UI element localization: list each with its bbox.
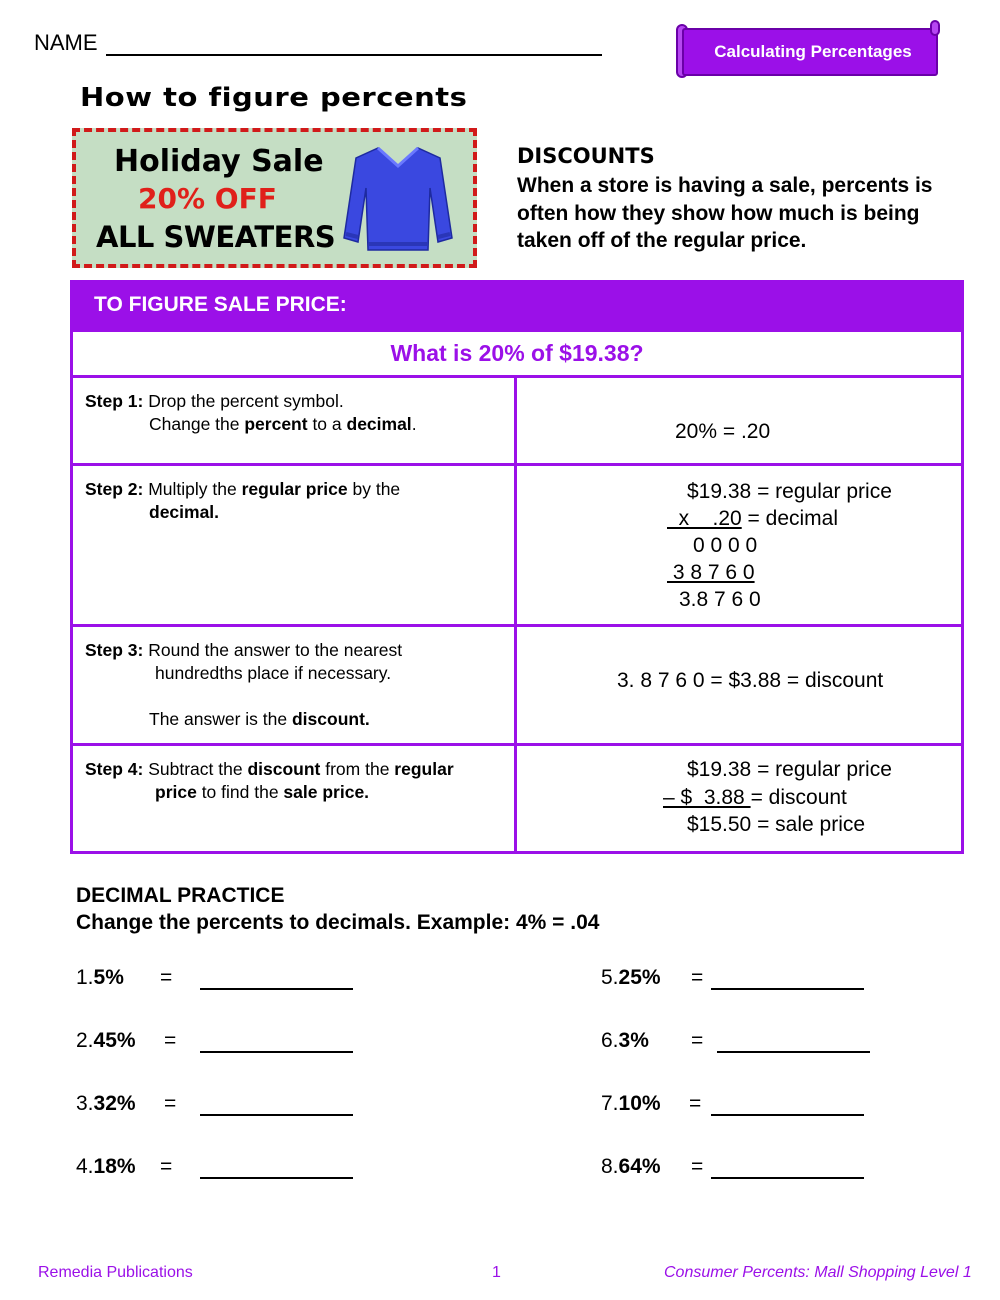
problem-number: 7. bbox=[601, 1092, 619, 1115]
name-blank-line[interactable] bbox=[106, 34, 602, 56]
footer-page-number: 1 bbox=[492, 1264, 501, 1281]
banner-text: Calculating Percentages bbox=[714, 42, 912, 61]
step-1-text: Drop the percent symbol. bbox=[143, 391, 344, 411]
topic-banner bbox=[676, 20, 940, 78]
step-4-label: Step 4: bbox=[85, 759, 144, 779]
step-4-calc-regular-price: $19.38 = regular price bbox=[687, 758, 892, 781]
problem-equals-sign: = bbox=[691, 1029, 704, 1052]
discounts-heading: DISCOUNTS bbox=[517, 144, 655, 168]
problem-number: 3. bbox=[76, 1092, 94, 1115]
step-4-text-a1: Subtract the bbox=[143, 759, 248, 779]
step-2-instructions bbox=[73, 466, 517, 624]
step-2-calc-multiplier bbox=[667, 505, 838, 533]
footer-publisher: Remedia Publications bbox=[38, 1264, 193, 1281]
sweater-icon bbox=[338, 138, 458, 258]
step-3-bold-discount: discount. bbox=[291, 709, 370, 729]
step-2-calc-partial-1: 0 0 0 0 bbox=[693, 534, 758, 557]
problem-number: 6. bbox=[601, 1029, 619, 1052]
ad-line-sweaters: ALL SWEATERS bbox=[96, 220, 336, 254]
step-4-bold-sale-price: sale price. bbox=[283, 782, 370, 802]
step-4-bold-regular: regular bbox=[394, 759, 454, 779]
problem-equals-sign: = bbox=[160, 966, 173, 989]
problem-percent: 45% bbox=[93, 1029, 136, 1052]
problem-percent: 64% bbox=[618, 1155, 661, 1178]
answer-blank[interactable] bbox=[200, 1159, 353, 1179]
step-1-bold-percent: percent bbox=[244, 414, 308, 434]
step-4-row bbox=[70, 746, 964, 854]
step-4-calc-discount-label: = discount bbox=[750, 786, 847, 809]
step-2-calc-multiplier-value: x .20 bbox=[667, 507, 742, 530]
step-1-bold-decimal: decimal bbox=[346, 414, 412, 434]
step-1-label: Step 1: bbox=[85, 391, 144, 411]
footer-book-title: Consumer Percents: Mall Shopping Level 1 bbox=[664, 1264, 972, 1281]
answer-blank[interactable] bbox=[717, 1033, 870, 1053]
step-3-label: Step 3: bbox=[85, 640, 144, 660]
answer-blank[interactable] bbox=[711, 1096, 864, 1116]
step-4-text-a3: from the bbox=[320, 759, 395, 779]
step-2-bold-decimal: decimal. bbox=[149, 502, 220, 522]
problem-number: 4. bbox=[76, 1155, 94, 1178]
problem-number: 1. bbox=[76, 966, 94, 989]
step-1-calc: 20% = .20 bbox=[675, 420, 771, 443]
step-3-calc: 3. 8 7 6 0 = $3.88 = discount bbox=[617, 669, 884, 692]
practice-problem-4 bbox=[76, 1155, 173, 1179]
problem-equals-sign: = bbox=[691, 966, 704, 989]
step-4-work bbox=[517, 746, 964, 851]
step-3-instructions bbox=[73, 627, 517, 743]
ad-line-discount: 20% OFF bbox=[138, 182, 277, 215]
answer-blank[interactable] bbox=[711, 970, 864, 990]
sale-table-header: TO FIGURE SALE PRICE: bbox=[70, 280, 964, 332]
answer-blank[interactable] bbox=[200, 1096, 353, 1116]
practice-problem-2 bbox=[76, 1029, 177, 1053]
answer-blank[interactable] bbox=[711, 1159, 864, 1179]
step-2-label: Step 2: bbox=[85, 479, 144, 499]
problem-number: 8. bbox=[601, 1155, 619, 1178]
answer-blank[interactable] bbox=[200, 1033, 353, 1053]
step-3-work bbox=[517, 627, 964, 743]
practice-problem-1 bbox=[76, 966, 173, 990]
step-3-text-a: Round the answer to the nearest bbox=[143, 640, 403, 660]
step-3-text-c: The answer is the bbox=[149, 709, 292, 729]
problem-number: 2. bbox=[76, 1029, 94, 1052]
practice-heading: DECIMAL PRACTICE bbox=[76, 884, 285, 907]
problem-percent: 25% bbox=[618, 966, 661, 989]
practice-problem-7 bbox=[601, 1092, 702, 1116]
step-3-row bbox=[70, 627, 964, 746]
step-4-bold-price: price bbox=[155, 782, 197, 802]
problem-equals-sign: = bbox=[691, 1155, 704, 1178]
step-1-row bbox=[70, 378, 964, 466]
step-4-instructions bbox=[73, 746, 517, 851]
problem-percent: 5% bbox=[93, 966, 124, 989]
ad-line-holiday-sale: Holiday Sale bbox=[114, 144, 324, 179]
step-4-text-b2: to find the bbox=[196, 782, 284, 802]
problem-percent: 10% bbox=[618, 1092, 661, 1115]
step-1-text-b: Change the bbox=[149, 414, 245, 434]
step-2-calc-regular-price: $19.38 = regular price bbox=[687, 480, 892, 503]
practice-problem-5 bbox=[601, 966, 704, 990]
problem-equals-sign: = bbox=[689, 1092, 702, 1115]
practice-problem-8 bbox=[601, 1155, 704, 1179]
problem-percent: 3% bbox=[618, 1029, 649, 1052]
step-2-calc-product: 3.8 7 6 0 bbox=[679, 588, 761, 611]
answer-blank[interactable] bbox=[200, 970, 353, 990]
step-1-instructions bbox=[73, 378, 517, 463]
step-1-work bbox=[517, 378, 964, 463]
step-1-period: . bbox=[411, 414, 417, 434]
problem-equals-sign: = bbox=[160, 1155, 173, 1178]
step-3-text-b: hundredths place if necessary. bbox=[155, 663, 392, 683]
practice-problem-6 bbox=[601, 1029, 704, 1053]
holiday-sale-ad bbox=[72, 128, 477, 268]
practice-instruction: Change the percents to decimals. Example: 4% = .04 bbox=[76, 911, 600, 934]
sale-price-table bbox=[70, 280, 964, 854]
step-2-text-a1: Multiply the bbox=[143, 479, 242, 499]
name-row bbox=[34, 30, 602, 56]
step-4-calc-sale-price: $15.50 = sale price bbox=[687, 813, 866, 836]
step-2-text-a3: by the bbox=[347, 479, 401, 499]
problem-percent: 32% bbox=[93, 1092, 136, 1115]
step-2-work bbox=[517, 466, 964, 624]
step-4-calc-discount bbox=[663, 784, 847, 812]
name-label: NAME bbox=[34, 30, 98, 55]
problem-number: 5. bbox=[601, 966, 619, 989]
problem-percent: 18% bbox=[93, 1155, 136, 1178]
practice-problem-3 bbox=[76, 1092, 177, 1116]
step-2-calc-multiplier-label: = decimal bbox=[741, 507, 838, 530]
step-4-bold-discount: discount bbox=[247, 759, 321, 779]
step-2-bold-regular-price: regular price bbox=[241, 479, 348, 499]
page-title: How to figure percents bbox=[80, 81, 468, 113]
step-2-calc-partial-2: 3 8 7 6 0 bbox=[667, 561, 755, 584]
step-2-row bbox=[70, 466, 964, 627]
problem-equals-sign: = bbox=[164, 1092, 177, 1115]
step-1-text-b3: to a bbox=[307, 414, 347, 434]
sale-question: What is 20% of $19.38? bbox=[70, 332, 964, 378]
step-4-calc-discount-value: – $ 3.88 bbox=[663, 786, 751, 809]
problem-equals-sign: = bbox=[164, 1029, 177, 1052]
discounts-description: When a store is having a sale, percents is often how they show how much is being taken off of the regular price. bbox=[517, 174, 933, 252]
